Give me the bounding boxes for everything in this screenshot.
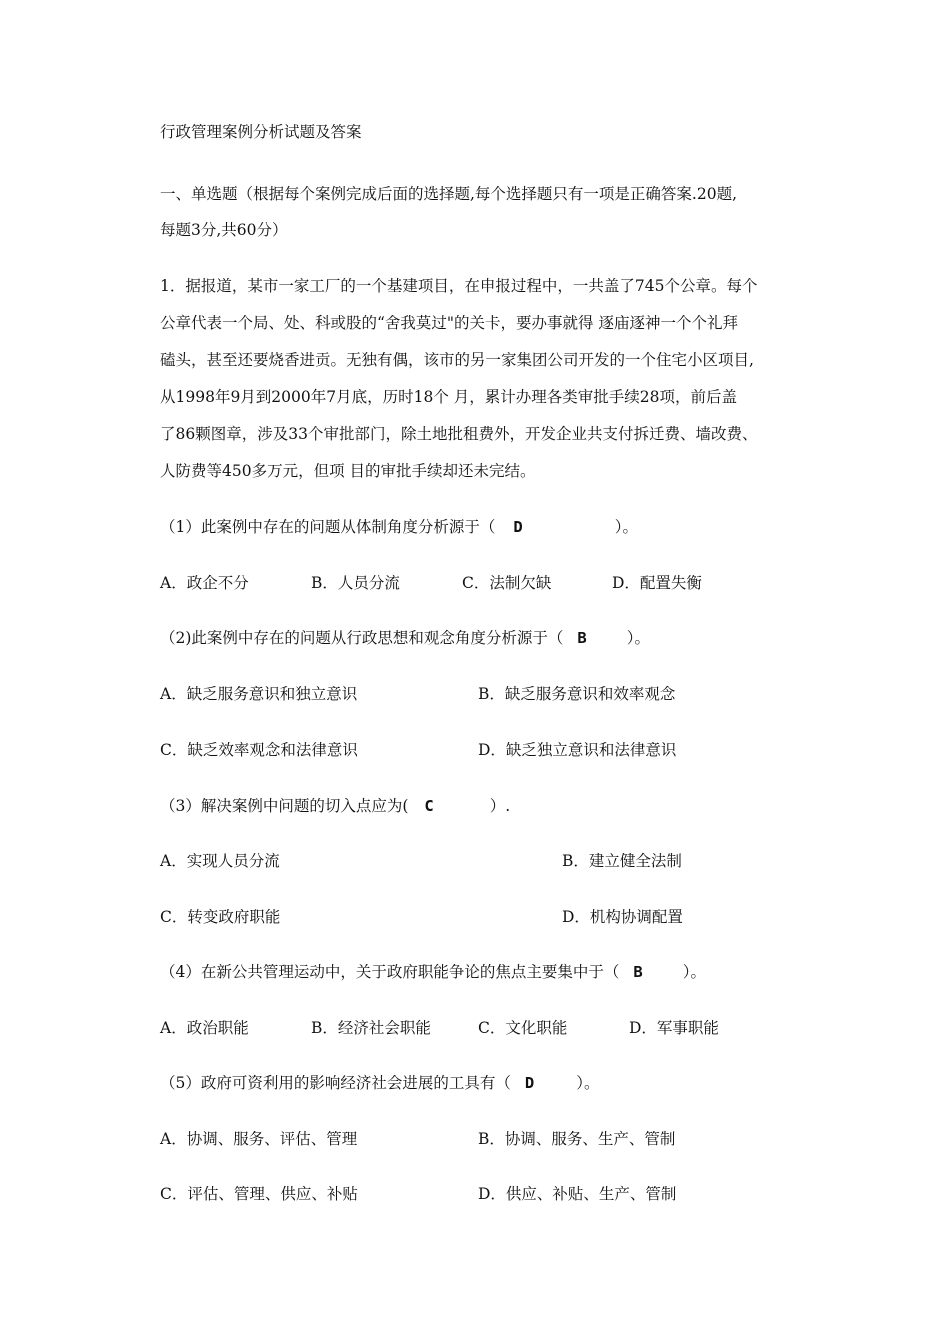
option-c: C．文化职能	[478, 1019, 568, 1037]
document-title: 行政管理案例分析试题及答案	[160, 123, 362, 141]
case-line: 磕头，甚至还要烧香进贡。无独有偶，该市的另一家集团公司开发的一个住宅小区项目,	[160, 351, 754, 369]
question-4-stem	[160, 962, 706, 982]
answer-letter: B	[633, 963, 643, 981]
option-b: B．协调、服务、生产、管制	[478, 1130, 676, 1148]
answer-letter: D	[513, 518, 523, 536]
answer-letter: D	[524, 1074, 535, 1092]
question-stem-text: （5）政府可资利用的影响经济社会进展的工具有（	[160, 1074, 511, 1092]
question-stem-close: ）。	[614, 518, 638, 536]
option-d: D．缺乏独立意识和法律意识	[478, 741, 677, 759]
option-a: A．缺乏服务意识和独立意识	[160, 685, 358, 703]
section-heading-line2: 每题3分,共60分）	[160, 221, 288, 239]
option-a: A．政治职能	[160, 1019, 249, 1037]
question-stem-text: （4）在新公共管理运动中，关于政府职能争论的焦点主要集中于（	[160, 963, 620, 981]
question-stem-close: ）。	[626, 629, 651, 647]
question-1-stem	[160, 517, 638, 537]
question-2-stem	[160, 628, 650, 648]
option-b: B．经济社会职能	[311, 1019, 431, 1037]
option-a: A．协调、服务、评估、管理	[160, 1130, 358, 1148]
option-d: D．配置失衡	[612, 574, 702, 592]
case-line: 人防费等450多万元，但项 目的审批手续却还未完结。	[160, 462, 536, 480]
question-stem-text: （3）解决案例中问题的切入点应为(	[160, 797, 409, 815]
option-d: D．供应、补贴、生产、管制	[478, 1185, 677, 1203]
option-b: B．缺乏服务意识和效率观念	[478, 685, 676, 703]
section-heading-line1: 一、单选题（根据每个案例完成后面的选择题,每个选择题只有一项是正确答案.20题,	[160, 185, 738, 203]
option-a: A．实现人员分流	[160, 852, 280, 870]
option-d: D．机构协调配置	[562, 908, 683, 926]
option-c: C．法制欠缺	[462, 574, 552, 592]
question-3-stem	[160, 796, 510, 816]
question-stem-text: （2)此案例中存在的问题从行政思想和观念角度分析源于（	[160, 629, 564, 647]
option-d: D．军事职能	[629, 1019, 719, 1037]
option-a: A．政企不分	[160, 574, 249, 592]
case-line: 公章代表一个局、处、科或股的“舍我莫过"的关卡，要办事就得 逐庙逐神一个个礼拜	[160, 314, 738, 332]
option-c: C．转变政府职能	[160, 908, 281, 926]
option-c: C．缺乏效率观念和法律意识	[160, 741, 358, 759]
case-line: 了86颗图章，涉及33个审批部门，除土地批租费外，开发企业共支付拆迁费、墙改费、	[160, 425, 758, 443]
question-stem-close: ）。	[576, 1074, 600, 1092]
question-stem-text: （1）此案例中存在的问题从体制角度分析源于（	[160, 518, 496, 536]
question-stem-close: ）。	[682, 963, 706, 981]
option-b: B．建立健全法制	[562, 852, 682, 870]
option-b: B．人员分流	[311, 574, 400, 592]
option-c: C．评估、管理、供应、补贴	[160, 1185, 358, 1203]
case-line: 从1998年9月到2000年7月底，历时18个 月，累计办理各类审批手续28项，前后盖	[160, 388, 737, 406]
question-5-stem	[160, 1073, 599, 1093]
answer-letter: B	[577, 629, 587, 647]
answer-letter: C	[424, 797, 434, 815]
question-stem-close: ）.	[489, 797, 511, 815]
case-line: 1．据报道，某市一家工厂的一个基建项目，在申报过程中，一共盖了745个公章。每个	[160, 277, 758, 295]
